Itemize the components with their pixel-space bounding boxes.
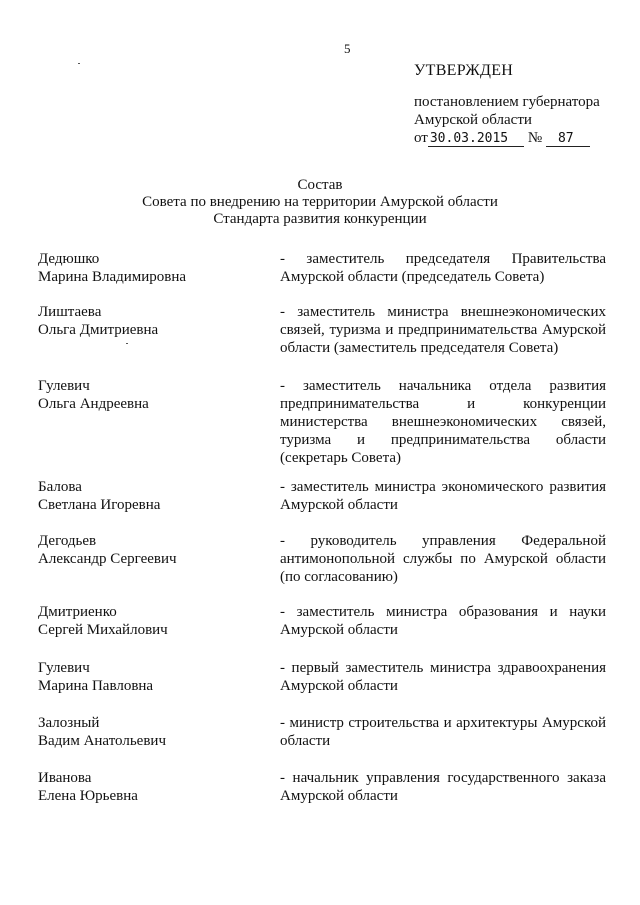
member-surname: Залозный: [38, 715, 100, 731]
date-prefix: от: [414, 130, 428, 146]
scan-speck: [126, 343, 128, 344]
member-surname: Лиштаева: [38, 304, 102, 320]
member-given-name: Ольга Дмитриевна: [38, 322, 159, 338]
approval-number: 87: [546, 131, 590, 147]
approval-line: постановлением губернатора: [414, 94, 600, 110]
member-role: - первый заместитель министра здравоохранения Амурской области: [280, 660, 606, 694]
heading-line: Стандарта развития конкуренции: [213, 211, 427, 227]
member-name: [38, 532, 268, 568]
member-role: - заместитель министра образования и науки Амурской области: [280, 604, 606, 638]
member-name: [38, 377, 268, 413]
heading-line: Совета по внедрению на территории Амурской области: [142, 194, 498, 210]
member-role: - заместитель начальника отдела развития предпринимательства и конкуренции министерства внешнеэкономических связей, туризма и предпринимательства области (секретарь Совета): [280, 378, 606, 466]
member-name: [38, 603, 268, 639]
member-surname: Дедюшко: [38, 251, 100, 267]
approval-block: [414, 62, 600, 148]
member-surname: Дмитриенко: [38, 604, 117, 620]
member-given-name: Сергей Михайлович: [38, 622, 168, 638]
member-name: [38, 714, 268, 750]
number-prefix: №: [527, 130, 543, 146]
member-name: [38, 769, 268, 805]
member-given-name: Марина Владимировна: [38, 269, 187, 285]
member-role: - заместитель министра экономического развития Амурской области: [280, 479, 606, 513]
member-surname: Иванова: [38, 770, 92, 786]
member-role: - руководитель управления Федеральной антимонопольной службы по Амурской области (по согласованию): [280, 533, 606, 585]
heading-title: Состав: [297, 177, 343, 193]
member-name: [38, 303, 268, 339]
member-given-name: Александр Сергеевич: [38, 551, 177, 567]
member-surname: Гулевич: [38, 660, 90, 676]
member-role: - начальник управления государственного заказа Амурской области: [280, 770, 606, 804]
member-name: [38, 659, 268, 695]
member-given-name: Вадим Анатольевич: [38, 733, 166, 749]
member-surname: Балова: [38, 479, 82, 495]
member-role: - заместитель председателя Правительства Амурской области (председатель Совета): [280, 251, 606, 285]
page-number: 5: [344, 41, 351, 56]
member-name: [38, 478, 268, 514]
member-name: [38, 250, 268, 286]
scan-speck: [78, 63, 80, 64]
member-given-name: Ольга Андреевна: [38, 396, 149, 412]
member-given-name: Марина Павловна: [38, 678, 154, 694]
member-role: - министр строительства и архитектуры Амурской области: [280, 715, 606, 749]
approval-date-number: [414, 129, 600, 148]
member-surname: Дегодьев: [38, 533, 97, 549]
approval-title: УТВЕРЖДЕН: [414, 62, 514, 79]
member-surname: Гулевич: [38, 378, 90, 394]
member-given-name: Светлана Игоревна: [38, 497, 161, 513]
document-heading: [0, 177, 640, 228]
approval-date: 30.03.2015: [428, 131, 524, 147]
member-role: - заместитель министра внешнеэкономических связей, туризма и предпринимательства Амурской области (заместитель председателя Совета): [280, 304, 606, 356]
member-given-name: Елена Юрьевна: [38, 788, 138, 804]
approval-line: Амурской области: [414, 112, 532, 128]
